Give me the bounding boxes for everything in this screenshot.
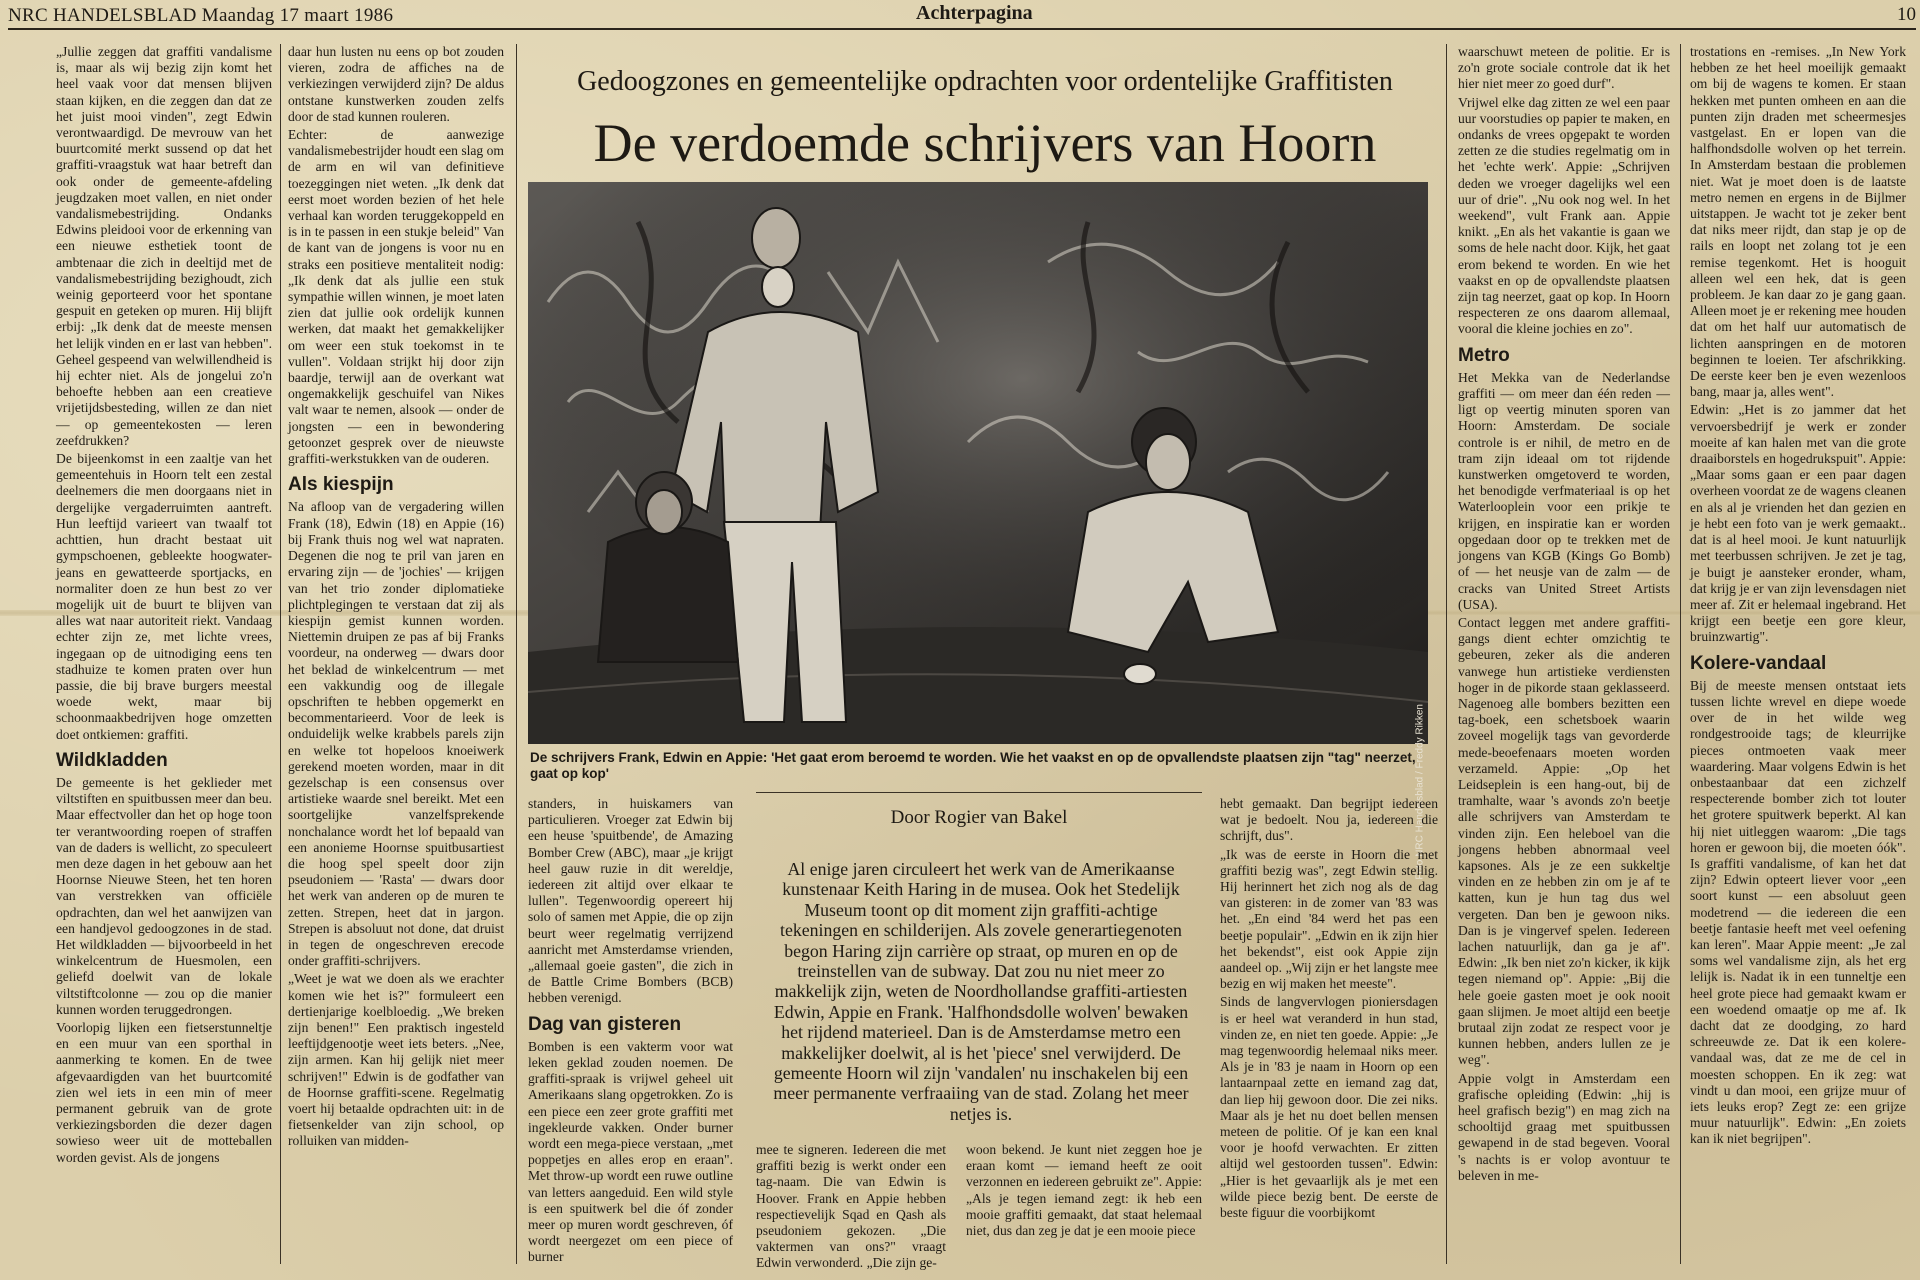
body-paragraph: Contact leggen met andere graffiti-gangs dient echter omzichtig te gebeuren, zeker als die anderen vanwege hun artistieke verdiensten hoger in de pikorde staan geklasseerd. Nagenoeg alle bombers bezitten een tag-boek, een schetsboek waarin zoveel mogelijk tags van gevorderde mede-beoefenaars moeten worden verzameld. Appie: „Op het Leidseplein is een hang-out, bij de tramhalte, waar 's avonds zo'n beetje alle schrijvers van Amsterdam te vinden zijn. Een heleboel van die jongens hebben abnormaal veel kapsones. Als je ze een sukkeltje vinden en ze hebben zin om je af te katten, kun je hun tag dus wel vergeten. Dan ben je gewoon niks. Dan is je vingervef spelen. Iedereen lachen natuurlijk, dan ga je af". Edwin: „Ik ben niet zo'n kicker, ik kijk tegen niemand op". Appie: „Bij die hele goeie gasten moet je ook nooit gaan slijmen. Je moet altijd een beetje brutaal zijn zodat ze respect voor je kunnen hebben, anders lullen ze je weg".	[1458, 614, 1670, 1068]
section-heading-metro: Metro	[1458, 344, 1510, 366]
body-paragraph: Edwin: „Het is zo jammer dat het vervoersbedrijf je werk er zonder moeite af kan halen met van die grote draaiborstels en hogedrukspuit". Appie: „Maar soms gaan er een paar dagen overheen voordat ze de wagens cleanen en als al je vrienden het dan gezien en je hebt een foto van je werk gemaakt.. dat is al heel mooi. Je kunt natuurlijk met teerbussen schrijven. Je zet je tag, je buigt je aansteker eronder, wham, dat krijg je er van zijn levensdagen niet meer af. Zit er helemaal ingebrand. Het krijgt een beetje een gore kleur, bruinzwartig".	[1690, 402, 1906, 645]
lead-box	[756, 792, 1202, 1131]
body-paragraph: „Weet je wat we doen als we erachter komen wie het is?" formuleert een dertienjarige koelbloedig. „We breken zijn benen!" Een praktisch ingesteld leeftijdgenootje weet iets beters. „Nee, zijn armen. Kan hij gelijk niet meer schrijven!" Edwin is de godfather van de Hoornse graffiti-scene. Regelmatig voert hij betaalde opdrachten uit: in de fietsenkelder van zijn school, op rolluiken van midden-	[288, 971, 504, 1149]
column-3c	[966, 1142, 1202, 1264]
section-heading-dag-van-gisteren: Dag van gisteren	[528, 1013, 682, 1035]
page-number: 10	[1897, 4, 1916, 25]
column-3b	[756, 1142, 946, 1271]
body-paragraph: Echter: de aanwezige vandalismebestrijder houdt een slag om de arm en wil van definitieve toezeggingen niet weten. „Ik denk dat eerst moet worden bezien of het hele verhaal kan worden teruggekoppeld en is in te passen in een stukje beleid" Van de kant van de jongens is voor nu en straks een positieve mentaliteit nodig: „Ik denk dat als jullie een stuk sympathie willen winnen, je moet laten zien dat jullie ook ordelijk kunnen werken, dat maakt het gemakkelijker om weer een stuk toekomst in te vullen". Voldaan strijkt hij door zijn baardje, terwijl aan de overkant wat ongemakkelijk geschuifel van Nikes valt waar te nemen, alsook — onder de jongsten — een in bewondering getoonzet gesprek over de nieuwste graffiti-werkstukken van de ouderen.	[288, 127, 504, 467]
column-rule	[1446, 44, 1447, 1264]
body-paragraph: „Jullie zeggen dat graffiti vandalisme is, maar als wij bezig zijn komt het heel vaak voor dat mensen blijven staan kijken, en die zeggen dan dat ze het juist mooi vinden", zegt Edwin verontwaardigd. De mevrouw van het buurtcomité merkt sussend op dat het graffiti-vraagstuk wat haar betreft dan ook onder de gemeente-afdeling jeugdzaken moet vallen, en niet onder vandalismebestrijding. Ondanks Edwins pleidooi voor de erkenning van een nieuwe esthetiek toont de ambtenaar die zich in deeltijd met de vandalismebestrijding bezighoudt, zich weinig geporteerd voor het spontane gespuit en geteken op muren. Hij blijft erbij: „Ik denk dat de meeste mensen het lelijk vinden en er last van hebben". Geheel gespeend van welwillendheid is hij echter niet. Als de jongelui zo'n behoefte hebben aan een creatieve vrijetijdsbesteding, willen ze dan niet — op gemeentekosten — leren zeefdrukken?	[56, 44, 272, 448]
section-heading-als-kiespijn: Als kiespijn	[288, 474, 394, 496]
body-paragraph: Bomben is een vakterm voor wat leken geklad zouden noemen. De graffiti-spraak is vrijwel geheel uit Amerikaans slang opgetrokken. Zo is een piece een zeer grote graffiti met ingekleurde vakken. Onder burner wordt een mega-piece verstaan, „met poppetjes en alles erop en eraan". Met throw-up wordt een ruwe outline van letters aangeduid. Een wild style is een spuitwerk bel die óf zonder meer op muren wordt geschreven, óf wordt neergezet om een piece of burner	[528, 1038, 733, 1265]
column-rule	[1680, 44, 1681, 1264]
body-paragraph: mee te signeren. Iedereen die met graffiti bezig is werkt onder een tag-naam. Die van Edwin is Hoover. Frank en Appie hebben respectievelijk Sqad en Qash als pseudoniem gekozen. „Die vaktermen van ons?" vraagt Edwin verwonderd. „Die zijn ge-	[756, 1142, 946, 1271]
masthead	[8, 0, 1916, 30]
body-paragraph: waarschuwt meteen de politie. Er is zo'n grote sociale controle dat ik het hier niet meer zo goed durf".	[1458, 44, 1670, 92]
column-1	[56, 44, 272, 1264]
body-paragraph: trostations en -remises. „In New York hebben ze het heel moeilijk gemaakt om bij de wagens te komen. Er staan hekken met punten omheen en aan die punten zijn draden met scheermesjes vastgelast. En er lopen van die halfhondsdolle wolven op het terrein. In Amsterdam bestaan die problemen niet. Wat je moet doen is de laatste metro nemen en ergens in de Bijlmer uitstappen. Je wacht tot je zeker bent dat niks meer rijdt, dan stap je op de rails en loopt net zolang tot je een remise tegenkomt. Het is hooguit alleen wel een hek, dat is geen probleem. Je kan daar zo je gang gaan. Alleen moet je er rekening mee houden dat om het half uur automatisch de lichten aanspringen en de motoren beginnen te loeien. Ter afschrikking. De eerste keer ben je even wezenloos bang, maar ja, alles went".	[1690, 44, 1906, 400]
column-4	[1220, 796, 1438, 1264]
body-paragraph: Voorlopig lijken een fietserstunneltje en een muur van een sporthal in aanmerking te komen. En de twee afgevaardigden van het buurtcomité zien wel iets in een min of meer permanent gebruik van de grote verkiezingsborden die dezer dagen sowieso weer uit de motteballen worden gevist. Als de jongens	[56, 1019, 272, 1165]
body-paragraph: Appie volgt in Amsterdam een grafische opleiding (Edwin: „hij is heel grafisch bezig") en mag zich na schooltijd graag met spuitbussen gewapend in de stad begeven. Vooral 's nachts is er volop avontuur te beleven in me-	[1458, 1070, 1670, 1183]
graffiti-photo-illustration	[528, 182, 1428, 744]
body-paragraph: Bij de meeste mensen ontstaat iets tussen lichte wrevel en diepe woede over de in het wilde weg rondgestrooide tags; de kleurrijke pieces ontmoeten vaak meer waardering. Maar volgens Edwin is het onbestaanbaar dat een zichzelf respecterende bomber zich tot louter het grotere spuitwerk beperkt. Al kan hij niet uitleggen waarom: „Die tags horen er gewoon bij, die moeten óók". Is graffiti vandalisme, of kan het dat zijn? Edwin opteert liever voor „een soort kunst — een absoluut geen modetrend — die iedereen die een beetje fantasie heeft met veel oefening kan leren". Maar Appie meent: „Je zal soms wel vandalisme zijn, als het erg lelijk is. Nadat ik in een tunneltje een heel grote piece had gemaakt kwam er een woedend omaatje op me af. Ik dacht dat ze doodging, zo hard schreeuwde ze. Dat ik een kolere-vandaal was, dat ze me de cel in moesten schoppen. En ik zeg: wat vindt u dan mooi, een grijze muur of iets leuks erop? Zegt ze: een grijze muur natuurlijk". Edwin: „En zoiets kan ik niet begrijpen".	[1690, 677, 1906, 1147]
body-paragraph: Vrijwel elke dag zitten ze wel een paar uur voorstudies op papier te maken, en ondanks de vrees opgepakt te worden zetten ze die studies regelmatig om in het 'echte werk'. Appie: „Schrijven deden we vroeger dagelijks wel een uur of drie". „Nu ook nog wel. In het weekend", vult Frank aan. Appie knikt. „En als het vakantie is gaan we soms de hele nacht door. Kijk, het gaat erom bekend te worden. En wie het vaakst en op de opvallendste plaatsen zijn tag neerzet, gaat op kop. In Hoorn respecteren ze ons daarom allemaal, vooral die kleine jochies en zo".	[1458, 94, 1670, 337]
byline: Door Rogier van Bakel	[890, 807, 1068, 828]
newspaper-name-date: NRC HANDELSBLAD Maandag 17 maart 1986	[8, 5, 394, 26]
section-heading-wildkladden: Wildkladden	[56, 749, 168, 771]
section-heading-kolere-vandaal: Kolere-vandaal	[1690, 652, 1827, 674]
body-paragraph: woon bekend. Je kunt niet zeggen hoe je eraan komt — iemand heeft ze ooit verzonnen en iedereen gebruikt ze". Appie: „Als je tegen iemand zegt: ik heb een mooie graffiti gemaakt, dat staat helemaal niet, dus dan zeg je dat je een mooie piece	[966, 1142, 1202, 1239]
photo-credit: Foto NRC Handelsblad / Freddy Rikken	[1415, 704, 1426, 880]
column-3	[528, 796, 733, 1264]
body-paragraph: standers, in huiskamers van particulieren. Vroeger zat Edwin bij een heuse 'spuitbende', de Amazing Bomber Crew (ABC), maar „je krijgt heel gauw ruzie in dit wereldje, iedereen zit altijd over elkaar te lullen". Tegenwoordig opereert hij solo of samen met Appie, die op zijn beurt weer regelmatig verrijzend aanricht met Amsterdamse vrienden, „allemaal goeie gasten", die zich in de Battle Crime Bombers (BCB) hebben verenigd.	[528, 796, 733, 1006]
body-paragraph: De gemeente is het geklieder met viltstiften en spuitbussen meer dan beu. Maar effectvoller dan het op hoge toon ter verantwoording roepen of straffen van de daders is wellicht, zo speculeert men deze dagen in het gebouw aan het Hoornse Nieuwe Steen, het ten horen van verstrekken van officiële opdrachten, dan wel het aanwijzen van een handjevol gedoogzones in de stad. Het wildkladden — bijvoorbeeld in het winkelcentrum de Huesmolen, een geliefd doelwit van de lokale viltstiftcolonne — zou op die manier kunnen worden teruggedrongen.	[56, 774, 272, 1017]
column-5	[1458, 44, 1670, 1264]
body-paragraph: Sinds de langvervlogen pioniersdagen is er heel wat veranderd in hun stad, vinden ze, en niet ten goede. Appie: „Je mag tegenwoordig helemaal niks meer. Als je in '83 je naam in Hoorn op een lantaarnpaal zette en iemand zag dat, dan liep hij gewoon door. Die zei niks. Maar als je het nu doet bellen mensen meteen de politie. Of je kan een knal voor je hoofd verwachten. Er zitten altijd wel gestoorden tussen". Edwin: „Hier is het gevaarlijk als je met een wilde piece bezig bent. De eerste de beste figuur die voorbijkomt	[1220, 994, 1438, 1221]
body-paragraph: De bijeenkomst in een zaaltje van het gemeentehuis in Hoorn telt een zestal deelnemers die men doorgaans niet in dergelijke vergaderruimten aantreft. Hun leeftijd varieert van twaalf tot achttien, hun dracht bestaat uit gympschoenen, gebleekte hoogwater-jeans en gewatteerde sportjacks, en normaliter doen ze hun best zo ver mogelijk uit de buurt te blijven van alles wat naar autoriteit riekt. Vandaag echter zijn ze, met lichte vrees, ingegaan op de uitnodiging eens ten stadhuize te komen praten over hun passie, die bij brave burgers meestal woede wekt, maar bij schoonmaakbedrijven hoge omzetten doet ontkiemen: graffiti.	[56, 451, 272, 742]
body-paragraph: Het Mekka van de Nederlandse graffiti — om meer dan één reden — ligt op veertig minuten sporen van Hoorn: Amsterdam. De sociale controle is er nihil, de metro en de tram zijn ideaal om tot rijdende kunstwerken omgetoverd te worden, het benodigde verfmateriaal is op het Waterlooplein voor een prikje te krijgen, en inspiratie kan er worden opgedaan door op te trekken met de jongens van KGB (Kings Go Bomb) of — het neusje van de zalm — de cracks van United Street Artists (USA).	[1458, 369, 1670, 612]
article-headline: De verdoemde schrijvers van Hoorn	[593, 113, 1377, 173]
article-kicker: Gedoogzones en gemeentelijke opdrachten voor ordentelijke Graffitisten	[577, 66, 1393, 97]
lead-paragraph: Al enige jaren circuleert het werk van de Amerikaanse kunstenaar Keith Haring in de musea. Ook het Stedelijk Museum toont op dit moment zijn graffiti-achtige tekeningen en schilderijen. Als zovele generartiegenoten begon Haring zijn carrière op straat, op muren en op de treinstellen van de subway. Dat zou nu niet meer zo makkelijk zijn, weten de Noordhollandse graffiti-artiesten Edwin, Appie en Frank. 'Halfhondsdolle wolven' bewaken het rijdend materieel. Dan is de Amsterdamse metro een makkelijker doelwit, al is het 'piece' snel verwijderd. De gemeente Hoorn wil zijn 'vandalen' nu inschakelen bij een meer permanente verfraaiing van de stad. Zolang het meer netjes is.	[773, 859, 1189, 1124]
column-6	[1690, 44, 1906, 1264]
page-section-label: Achterpagina	[916, 2, 1033, 24]
column-rule	[280, 44, 281, 1264]
body-paragraph: Na afloop van de vergadering willen Frank (18), Edwin (18) en Appie (16) bij Frank thuis nog wel wat napraten. Degenen die nog te pril van jaren en ervaring zijn — de 'jochies' — krijgen van het trio zonder diplomatieke plichtplegingen te verstaan dat zij als kiespijn gemist kunnen worden. Niettemin druipen ze pas af bij Franks voordeur, na onderweg — dwars door het beklad de winkelcentrum — met een vakkundig oog de illegale opschriften te hebben opgemerkt en becommentarieerd. Voor de leek is onduidelijk welke krabbels parels zijn en welke tot hopeloos knoeiwerk gerekend moeten worden, maar in dit gezelschap is een consensus over artistieke waarde snel bereikt. Met een soortgelijke vanzelfsprekende nonchalance wordt het lof bepaald van een anonieme Hoornse spuitbusartiest die hoog spel speelt door zijn pseudoniem — 'Rasta' — dwars door het werk van anderen op de muren te zetten. Strepen, heet dat in jargon. Strepen is absoluut not done, dat druist in tegen de ongeschreven erecode onder graffiti-schrijvers.	[288, 499, 504, 969]
body-paragraph: hebt gemaakt. Dan begrijpt iedereen wat je bedoelt. Nou ja, iedereen die schrijft, dus".	[1220, 796, 1438, 844]
body-paragraph: daar hun lusten nu eens op bot zouden vieren, zodra de affiches na de verkiezingen verwijderd zijn? De aldus ontstane kunstwerken zouden zelfs door de stad kunnen rouleren.	[288, 44, 504, 124]
body-paragraph: „Ik was de eerste in Hoorn die met graffiti bezig was", zegt Edwin stellig. Hij herinnert het zich nog als de dag van gisteren: in de zomer van '83 was het. „En eind '84 werd het pas een beetje populair". „Edwin en ik zijn hier het bekendst", eist ook Appie zijn aandeel op. „Wij zijn er het langste mee bezig en wij maken het meeste".	[1220, 846, 1438, 992]
column-2	[288, 44, 504, 1264]
photo-caption: De schrijvers Frank, Edwin en Appie: 'Het gaat erom beroemd te worden. Wie het vaakst en op de opvallendste plaatsen zijn "tag" neerzet, gaat op kop'	[530, 750, 1416, 781]
column-rule	[516, 44, 517, 1264]
